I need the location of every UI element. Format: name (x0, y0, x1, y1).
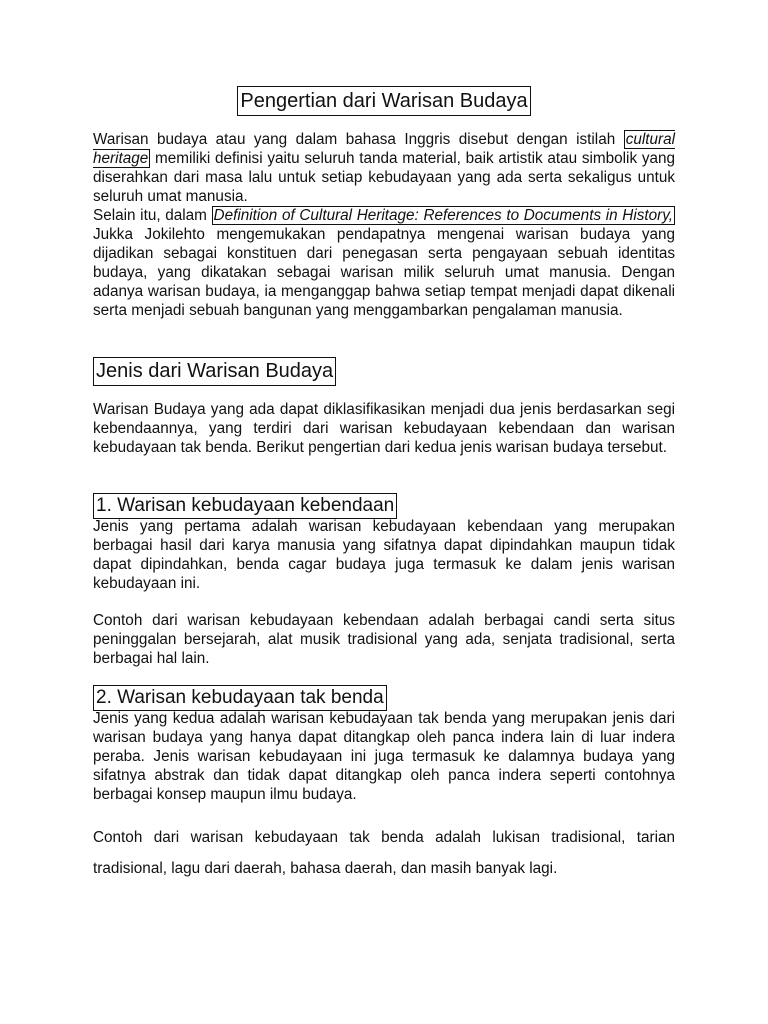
tak-benda-paragraph-2: Contoh dari warisan kebudayaan tak benda adalah lukisan tradisional, tarian tradisional, lagu dari daerah, bahasa daerah, dan masih banyak lagi. (93, 829, 675, 877)
section-heading-tak-benda: 2. Warisan kebudayaan tak benda (93, 685, 387, 711)
intro-text-after-reference: Jukka Jokilehto mengemukakan pendapatnya mengenai warisan budaya yang dijadikan sebagai konstituen dari penegasan serta pengayaan sebuah identitas budaya, yang dikatakan sebagai warisan milik seluruh umat manusia. Dengan adanya warisan budaya, ia menganggap bahwa setiap tempat menjadi dapat dikenali serta menjadi sebuah bangunan yang menggambarkan pengalaman manusia. (93, 226, 675, 320)
intro-paragraph-1 (93, 130, 675, 206)
page-title: Pengertian dari Warisan Budaya (237, 86, 530, 116)
intro-text-before-reference: Selain itu, dalam (93, 207, 212, 224)
kebendaan-paragraph-1: Jenis yang pertama adalah warisan kebudayaan kebendaan yang merupakan berbagai hasil dari karya manusia yang sifatnya dapat dipindahkan maupun tidak dapat dipindahkan, benda cagar budaya juga termasuk ke dalam jenis warisan kebudayaan ini. (93, 518, 675, 593)
intro-text-after-term: memiliki definisi yaitu seluruh tanda material, baik artistik atau simbolik yang diserahkan dari masa lalu untuk setiap kebudayaan yang ada serta sekaligus untuk seluruh umat manusia. (93, 150, 675, 206)
section-heading-jenis: Jenis dari Warisan Budaya (93, 357, 336, 386)
cultural-heritage-term: cultural heritage (93, 131, 675, 168)
kebendaan-paragraph-2: Contoh dari warisan kebudayaan kebendaan adalah berbagai candi serta situs peninggalan bersejarah, alat musik tradisional yang ada, senjata tradisional, serta berbagai hal lain. (93, 612, 675, 668)
intro-text-before-term: Warisan budaya atau yang dalam bahasa Inggris disebut dengan istilah (93, 131, 624, 148)
intro-paragraph-2 (93, 206, 675, 321)
section-heading-kebendaan: 1. Warisan kebudayaan kebendaan (93, 493, 397, 519)
tak-benda-paragraph-1: Jenis yang kedua adalah warisan kebudayaan tak benda yang merupakan jenis dari warisan budaya yang hanya dapat ditangkap oleh panca indera lain di luar indera peraba. Jenis warisan kebudayaan ini juga termasuk ke dalamnya budaya yang sifatnya abstrak dan tidak dapat ditangkap oleh panca indera seperti contohnya berbagai konsep maupun ilmu budaya. (93, 710, 675, 804)
document-reference: Definition of Cultural Heritage: References to Documents in History, (213, 207, 673, 224)
title-wrapper (93, 86, 675, 116)
section-jenis-paragraph: Warisan Budaya yang ada dapat diklasifikasikan menjadi dua jenis berdasarkan segi kebendaannya, yang terdiri dari warisan kebudayaan kebendaan dan warisan kebudayaan tak benda. Berikut pengertian dari kedua jenis warisan budaya tersebut. (93, 401, 675, 457)
